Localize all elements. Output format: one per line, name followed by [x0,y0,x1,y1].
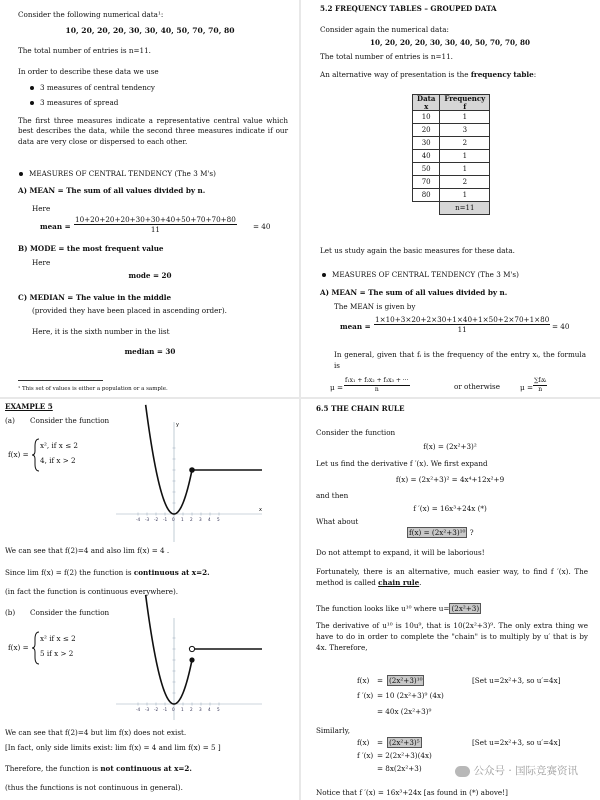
derivative-explanation: The derivative of u¹⁰ is 10u⁹, that is 10(2x²+3)⁹. The only extra thing we have to do in order to complete the "chain" is to multiply by u′ that is by 4x. Therefore, [316,621,588,653]
table-row [413,111,490,124]
table-row [413,124,490,137]
frequency-table [412,94,490,215]
sim1-rhs: (2x²+3)⁵ [389,738,420,747]
mode-equation: mode = 20 [128,271,172,280]
line1-rhs: (2x²+3)¹⁰ [389,676,423,685]
part-a-fact: (in fact the function is continuous everywhere). [5,587,179,596]
mean-denominator: 11 [150,225,160,234]
again-text: Consider again the numerical data: [320,25,449,34]
x-tick-label: 3 [199,707,202,712]
mean-result: = 40 [253,222,271,231]
wechat-icon [455,766,470,777]
bullet-dot [30,101,34,105]
line1-note: [Set u=2x²+3, so u′=4x] [472,676,561,685]
section-heading: 6.5 THE CHAIN RULE [316,404,405,413]
mean-label: mean = [340,322,371,331]
part-a-since: Since lim f(x) = f(2) the function is continuous at x=2. [5,568,210,577]
similarly-text: Similarly, [316,726,351,735]
mean-fraction [74,215,237,234]
x-tick-label: 4 [208,517,211,522]
table-header-data: Data x [413,95,440,111]
x-tick-label: 5 [217,707,220,712]
mean-heading: A) MEAN = The sum of all values divided by n. [18,186,206,195]
panel-divider [299,0,301,800]
panel-continuity-examples [0,398,300,800]
open-point [189,646,194,651]
median-heading: C) MEDIAN = The value in the middle [18,293,172,302]
mu-numerator: f₁x₁ + f₂x₂ + f₃x₃ + ··· [345,377,409,384]
function-b-case2: 5 if x > 2 [40,649,74,658]
panel-chain-rule [300,398,600,800]
part-b-fact: [In fact, only side limits exist: lim f(x) = 4 and lim f(x) = 5 ] [5,743,221,752]
x-tick-label: -2 [154,517,159,522]
or-otherwise: or otherwise [454,382,500,391]
sim3-rhs: = 8x(2x²+3) [377,764,422,773]
x-tick-label: -3 [145,517,150,522]
table-cell: 70 [413,176,440,189]
study-text: Let us study again the basic measures for these data. [320,246,515,255]
line2-lhs: f ′(x) [357,691,374,700]
bullet-central: 3 measures of central tendency [40,83,155,92]
watermark: 公众号 · 国际竞赛资讯 [455,763,578,778]
function-b-name: f(x) = [8,643,29,652]
table-header-frequency: Frequency f [440,95,490,111]
x-tick-label: -1 [163,517,168,522]
here-label: Here [32,258,51,267]
section-heading: 5.2 FREQUENCY TABLES – GROUPED DATA [320,4,497,13]
table-cell: 10 [413,111,440,124]
bullet-dot [19,172,23,176]
mu-denominator: n [374,385,379,393]
mean-label: mean = [40,222,71,231]
table-cell: 1 [440,163,490,176]
table-cell: 2 [440,176,490,189]
sim2-lhs: f ′(x) [357,751,374,760]
mean-fraction [374,315,550,334]
intro-text: Consider the following numerical data¹: [18,10,164,19]
mu-sum-fraction [533,377,547,393]
graph-b [110,616,270,726]
mu-label: μ = [330,383,343,392]
fortunately-text: Fortunately, there is an alternative, much easier way, to find f ′(x). The method is called chain rule. [316,567,588,587]
panel-measures-central-tendency [0,0,300,398]
x-tick-label: 2 [190,707,193,712]
table-row [413,150,490,163]
function-b-case1: x² if x ≤ 2 [40,634,76,643]
mean-given: The MEAN is given by [334,302,416,311]
mode-heading: B) MODE = the most frequent value [18,244,164,253]
x-tick-label: 1 [181,707,184,712]
mean-numerator: 1×10+3×20+2×30+1×40+1×50+2×70+1×80 [375,315,550,324]
filled-point [189,657,194,662]
mean-numerator: 10+20+20+20+30+30+40+50+70+70+80 [75,215,236,224]
looks-like-text: The function looks like u¹⁰ where u= (2x²+3) [316,604,480,613]
x-tick-label: 3 [199,517,202,522]
find-derivative-text: Let us find the derivative f ′(x). We first expand [316,459,488,468]
part-b-text: Consider the function [30,608,110,617]
what-about: What about [316,517,359,526]
mu-fraction [344,377,410,393]
part-a-observation: We can see that f(2)=4 and also lim f(x) = 4 . [5,546,170,555]
x-tick-label: -2 [154,707,159,712]
panel-frequency-tables [300,0,600,398]
function-a-case1: x², if x ≤ 2 [40,441,78,450]
example-heading: EXAMPLE 5 [5,402,53,411]
table-cell-empty [413,202,440,215]
part-b-general: (thus the functions is not continuous in general). [5,783,183,792]
table-cell: 1 [440,111,490,124]
x-tick-label: -4 [136,517,141,522]
table-cell: 2 [440,137,490,150]
function-a-case2: 4, if x > 2 [40,456,76,465]
filled-point [189,467,195,473]
table-row [413,176,490,189]
median-here: Here, it is the sixth number in the list [32,327,170,336]
table-total-row [413,202,490,215]
total-entries: The total number of entries is n=11. [18,46,151,55]
function-a-name: f(x) = [8,450,29,459]
line1-lhs: f(x) [357,676,370,685]
bullet-dot [322,273,326,277]
x-tick-label: -3 [145,707,150,712]
brace-icon [32,438,40,472]
table-cell: 1 [440,150,490,163]
total-entries: The total number of entries is n=11. [320,52,453,61]
sim1-equals: = [377,738,384,747]
median-note: (provided they have been placed in ascending order). [32,306,227,315]
and-then: and then [316,491,349,500]
table-cell: 40 [413,150,440,163]
do-not-expand: Do not attempt to expand, it will be laborious! [316,548,485,557]
general-formula-text: In general, given that fᵢ is the frequency of the entry xᵢ, the formula is [334,350,586,370]
line1-equals: = [377,676,384,685]
x-tick-label: 2 [190,517,193,522]
part-b-label: (b) [5,608,16,617]
graph-a [110,418,270,548]
mean-result: = 40 [552,322,570,331]
data-list: 10, 20, 20, 20, 30, 30, 40, 50, 70, 70, 80 [369,38,531,47]
data-list: 10, 20, 20, 20, 30, 30, 40, 50, 70, 70, 80 [65,26,235,35]
x-tick-label: 0 [172,707,175,712]
expansion: f(x) = (2x²+3)² = 4x⁴+12x²+9 [395,475,505,484]
consider-text: Consider the function [316,428,396,437]
sim1-lhs: f(x) [357,738,370,747]
table-cell: 1 [440,189,490,202]
part-a-text: Consider the function [30,416,110,425]
table-row [413,137,490,150]
table-header-row [413,95,490,111]
describe-text: In order to describe these data we use [18,67,159,76]
here-label: Here [32,204,51,213]
footnote-rule [18,380,103,381]
x-tick-label: -1 [163,707,168,712]
table-cell: 30 [413,137,440,150]
table-row [413,189,490,202]
notice-text: Notice that f ′(x) = 16x³+24x [as found in (*) above!] [316,788,508,797]
hard-function: f(x) = (2x²+3)¹⁰ ? [409,528,474,537]
part-b-observation: We can see that f(2)=4 but lim f(x) does not exist. [5,728,187,737]
parabola-curve [146,405,192,514]
mean-heading: A) MEAN = The sum of all values divided by n. [320,288,508,297]
table-row [413,163,490,176]
table-cell: 20 [413,124,440,137]
mu-denominator: n [538,385,543,393]
bullet-spread: 3 measures of spread [40,98,119,107]
x-tick-label: -4 [136,707,141,712]
derivative-result: f ′(x) = 16x³+24x (*) [413,504,487,513]
mu-label: μ = [520,383,533,392]
bullet-dot [30,86,34,90]
table-cell: 50 [413,163,440,176]
description-paragraph: The first three measures indicate a representative central value which best describes the data, while the second three measures indicate if our data are very close or dispersed to each other. [18,116,288,146]
table-cell: 3 [440,124,490,137]
footnote: ¹ This set of values is either a population or a sample. [18,386,168,392]
table-total-cell: n=11 [440,202,490,215]
x-tick-label: 0 [172,517,175,522]
y-axis-label: y [176,422,179,428]
x-axis-label: x [259,507,262,513]
part-a-label: (a) [5,416,15,425]
alternative-text: An alternative way of presentation is the frequency table: [320,70,537,79]
sim1-note: [Set u=2x²+3, so u′=4x] [472,738,561,747]
mu-numerator: ∑fᵢxᵢ [534,377,547,384]
function-definition: f(x) = (2x²+3)² [423,442,477,451]
x-tick-label: 4 [208,707,211,712]
brace-icon [32,631,40,665]
line2-rhs: = 10 (2x²+3)⁹ (4x) [377,691,444,700]
mean-denominator: 11 [457,325,467,334]
x-tick-label: 1 [181,517,184,522]
median-equation: median = 30 [124,347,176,356]
sim2-rhs: = 2(2x²+3)(4x) [377,751,432,760]
x-tick-label: 5 [217,517,220,522]
central-heading: MEASURES OF CENTRAL TENDENCY (The 3 M's) [29,169,216,178]
central-heading: MEASURES OF CENTRAL TENDENCY (The 3 M's) [332,270,519,279]
part-b-therefore: Therefore, the function is not continuous at x=2. [5,764,192,773]
line3-rhs: = 40x (2x²+3)⁹ [377,707,432,716]
parabola-curve [146,595,192,704]
table-cell: 80 [413,189,440,202]
